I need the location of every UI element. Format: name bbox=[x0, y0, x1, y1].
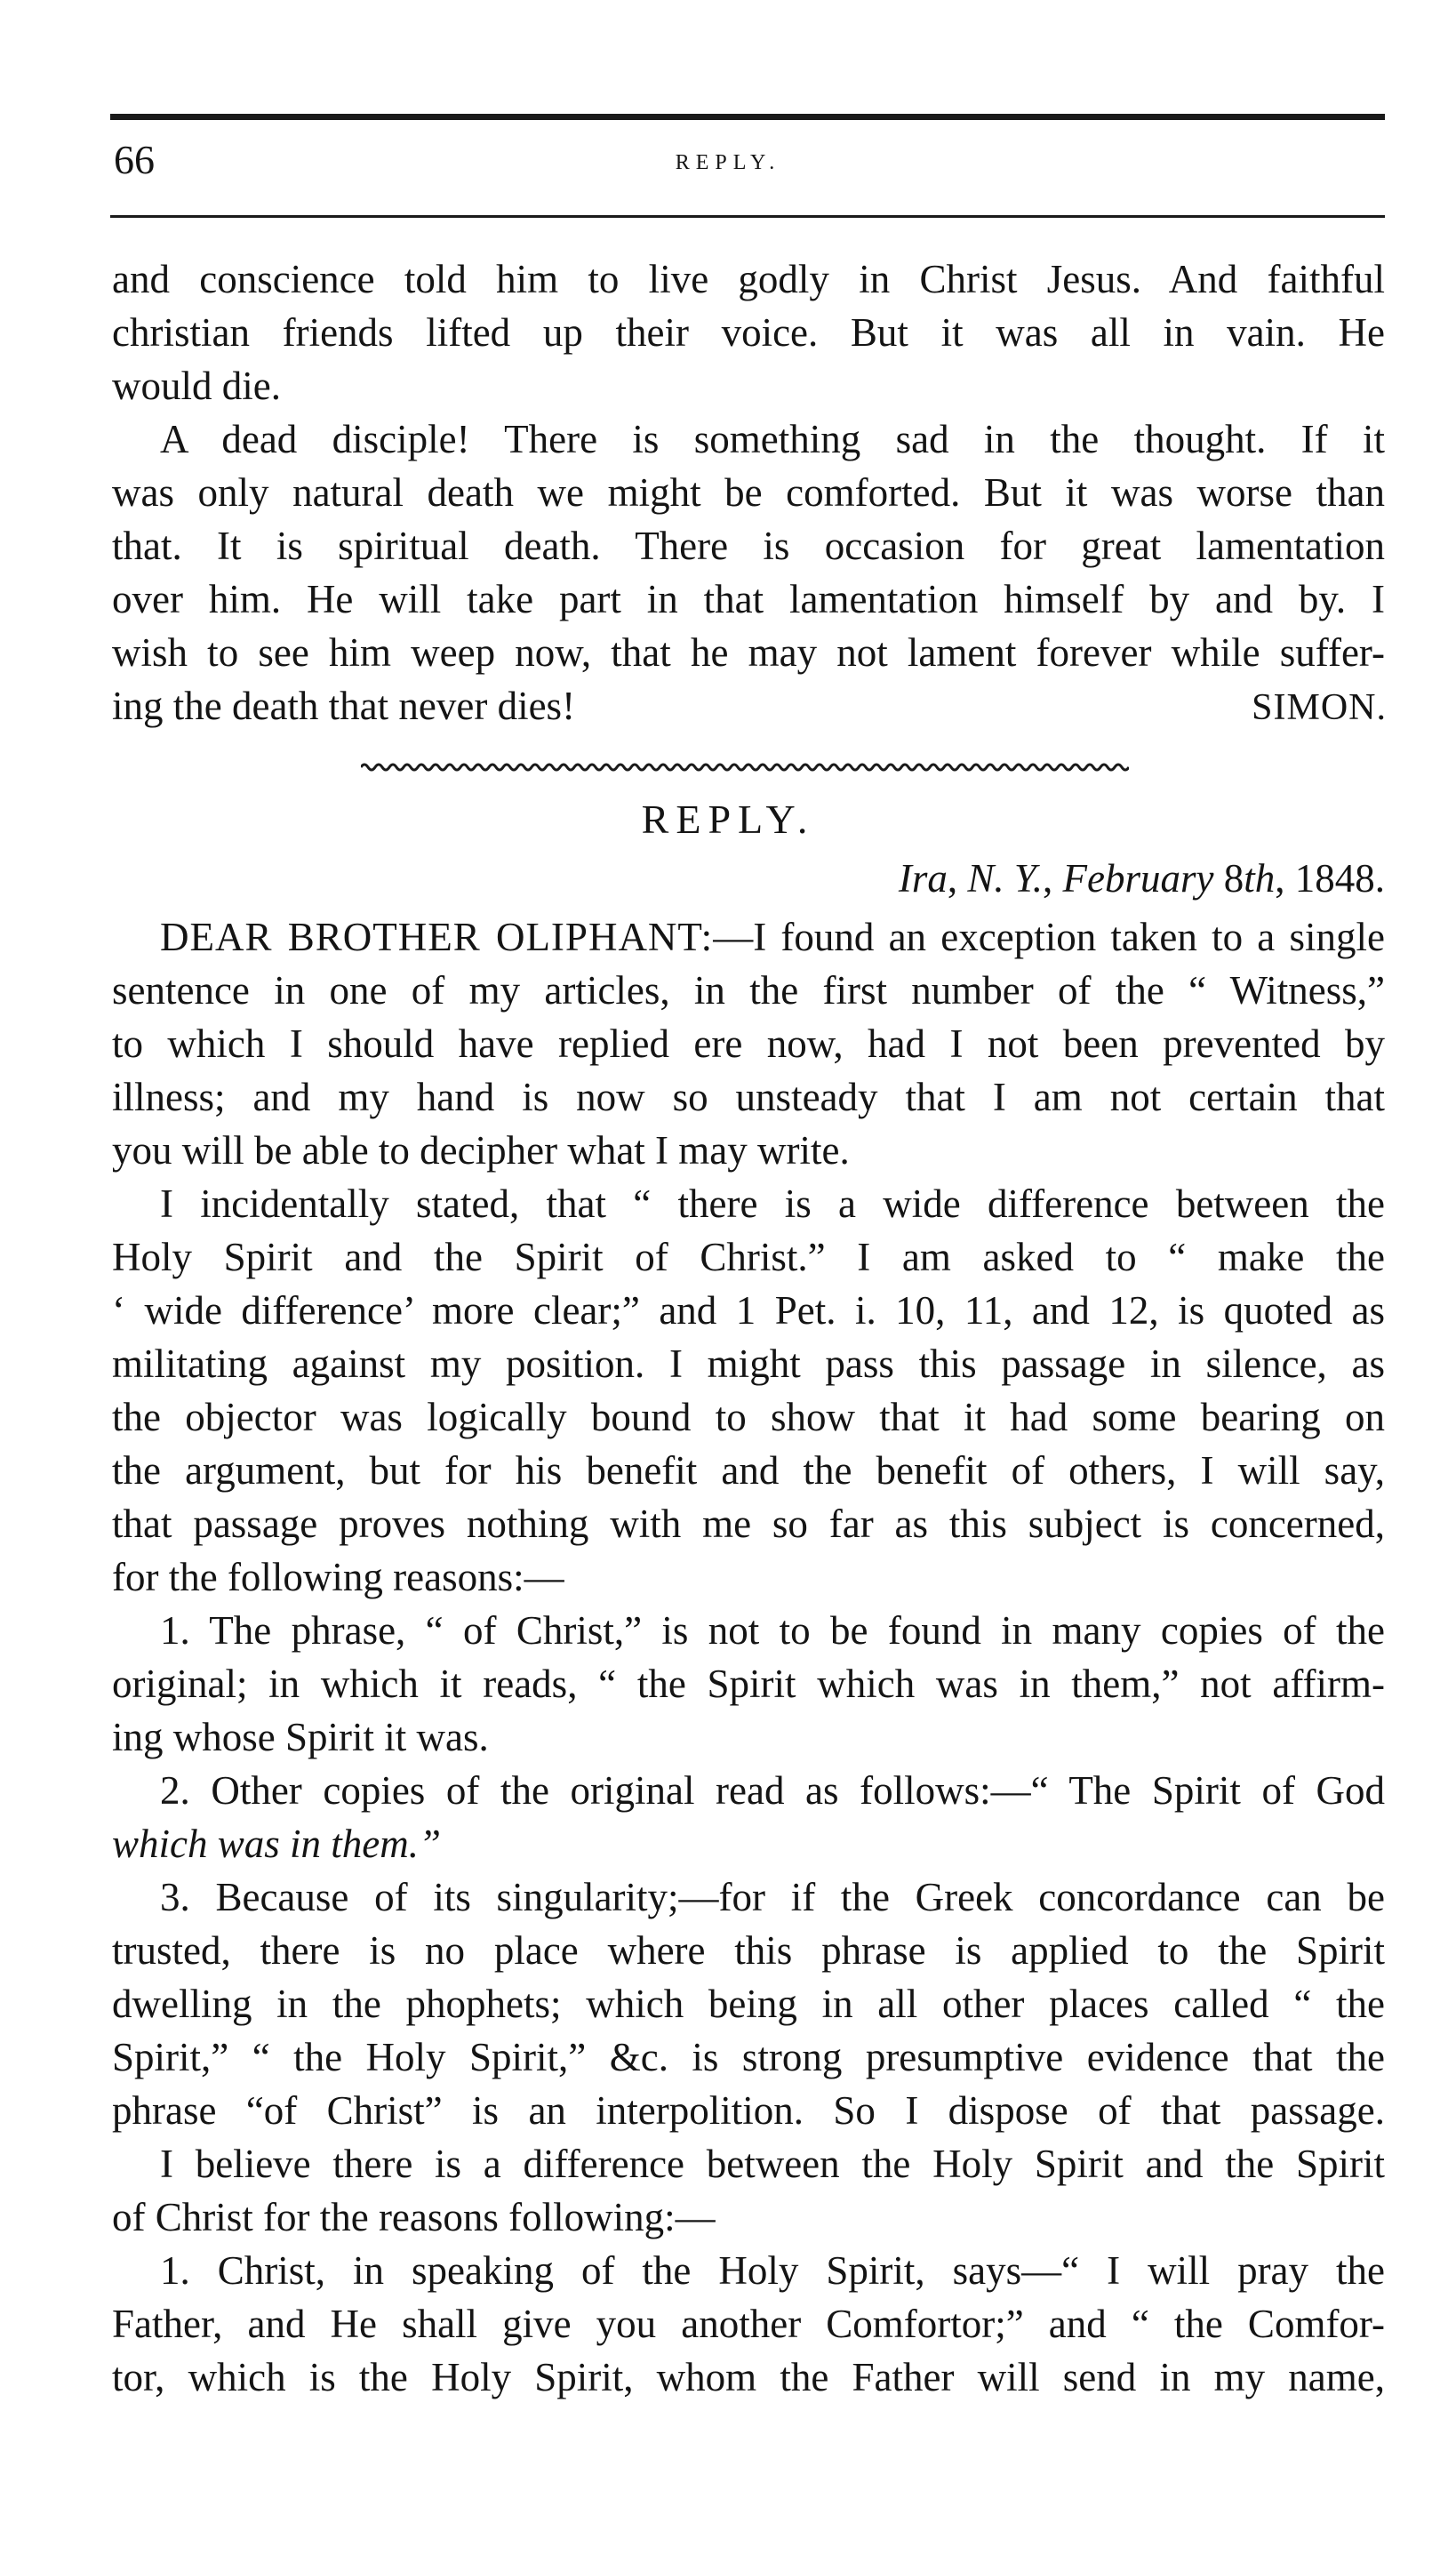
text-line: the objector was logically bound to show that it had some bearing on bbox=[112, 1395, 1385, 1439]
salutation-line: DEAR BROTHER OLIPHANT:—I found an exception taken to a single bbox=[160, 915, 1385, 959]
text-line: trusted, there is no place where this phrase is applied to the Spirit bbox=[112, 1928, 1385, 1973]
text-line: wish to see him weep now, that he may not lament forever while suffer- bbox=[112, 630, 1385, 675]
text-line: Spirit,” “ the Holy Spirit,” &c. is strong presumptive evidence that the bbox=[112, 2035, 1385, 2079]
text-line: phrase “of Christ” is an interpolition. So I dispose of that passage. bbox=[112, 2088, 1385, 2133]
text-line: that passage proves nothing with me so far as this subject is concerned, bbox=[112, 1502, 1385, 1546]
text-line: 1. Christ, in speaking of the Holy Spirit, says—“ I will pray the bbox=[160, 2248, 1385, 2293]
text-line: dwelling in the phophets; which being in all other places called “ the bbox=[112, 1982, 1385, 2026]
text-line: I incidentally stated, that “ there is a wide difference between the bbox=[160, 1181, 1385, 1226]
text-line: would die. bbox=[112, 364, 281, 408]
text-line: which was in them.” bbox=[112, 1822, 442, 1866]
page-number: 66 bbox=[114, 137, 155, 182]
text-line: 3. Because of its singularity;—for if the Greek concordance can be bbox=[160, 1875, 1385, 1919]
signature: SIMON. bbox=[1252, 687, 1387, 728]
running-head: REPLY. bbox=[675, 151, 781, 174]
text-line: militating against my position. I might pass this passage in silence, as bbox=[112, 1342, 1385, 1386]
text-line: ing the death that never dies! bbox=[112, 684, 576, 728]
header-rule-top bbox=[110, 114, 1385, 120]
text-line: Father, and He shall give you another Comfortor;” and “ the Comfor- bbox=[112, 2302, 1385, 2346]
text-line: 1. The phrase, “ of Christ,” is not to be found in many copies of the bbox=[160, 1608, 1385, 1653]
text-line: Holy Spirit and the Spirit of Christ.” I am asked to “ make the bbox=[112, 1235, 1385, 1279]
text-line: for the following reasons:— bbox=[112, 1555, 564, 1599]
text-line: you will be able to decipher what I may write. bbox=[112, 1128, 850, 1173]
text-line: sentence in one of my articles, in the first number of the “ Witness,” bbox=[112, 968, 1385, 1013]
text-line: ‘ wide difference’ more clear;” and 1 Pet. i. 10, 11, and 12, is quoted as bbox=[112, 1288, 1385, 1333]
header-rule-bottom bbox=[110, 215, 1385, 218]
text-line: the argument, but for his benefit and the benefit of others, I will say, bbox=[112, 1448, 1385, 1493]
text-line: that. It is spiritual death. There is occasion for great lamentation bbox=[112, 524, 1385, 568]
text-line: was only natural death we might be comforted. But it was worse than bbox=[112, 470, 1385, 515]
text-line: ing whose Spirit it was. bbox=[112, 1715, 489, 1759]
text-line: to which I should have replied ere now, had I not been prevented by bbox=[112, 1021, 1385, 1066]
section-title: REPLY. bbox=[641, 797, 815, 842]
wavy-divider bbox=[361, 761, 1129, 773]
dateline: Ira, N. Y., February 8th, 1848. bbox=[898, 856, 1385, 901]
text-line: and conscience told him to live godly in Christ Jesus. And faithful bbox=[112, 257, 1385, 301]
text-line: illness; and my hand is now so unsteady that I am not certain that bbox=[112, 1075, 1385, 1119]
text-line: of Christ for the reasons following:— bbox=[112, 2195, 716, 2239]
text-line: christian friends lifted up their voice. But it was all in vain. He bbox=[112, 310, 1385, 355]
text-line: A dead disciple! There is something sad in the thought. If it bbox=[160, 417, 1385, 461]
text-line: I believe there is a difference between the Holy Spirit and the Spirit bbox=[160, 2142, 1385, 2186]
text-line: 2. Other copies of the original read as follows:—“ The Spirit of God bbox=[160, 1768, 1385, 1813]
text-line: over him. He will take part in that lamentation himself by and by. I bbox=[112, 577, 1385, 621]
text-line: tor, which is the Holy Spirit, whom the Father will send in my name, bbox=[112, 2355, 1385, 2399]
salutation: DEAR BROTHER OLIPHANT: bbox=[160, 915, 714, 959]
text-line: original; in which it reads, “ the Spirit which was in them,” not affirm- bbox=[112, 1662, 1385, 1706]
